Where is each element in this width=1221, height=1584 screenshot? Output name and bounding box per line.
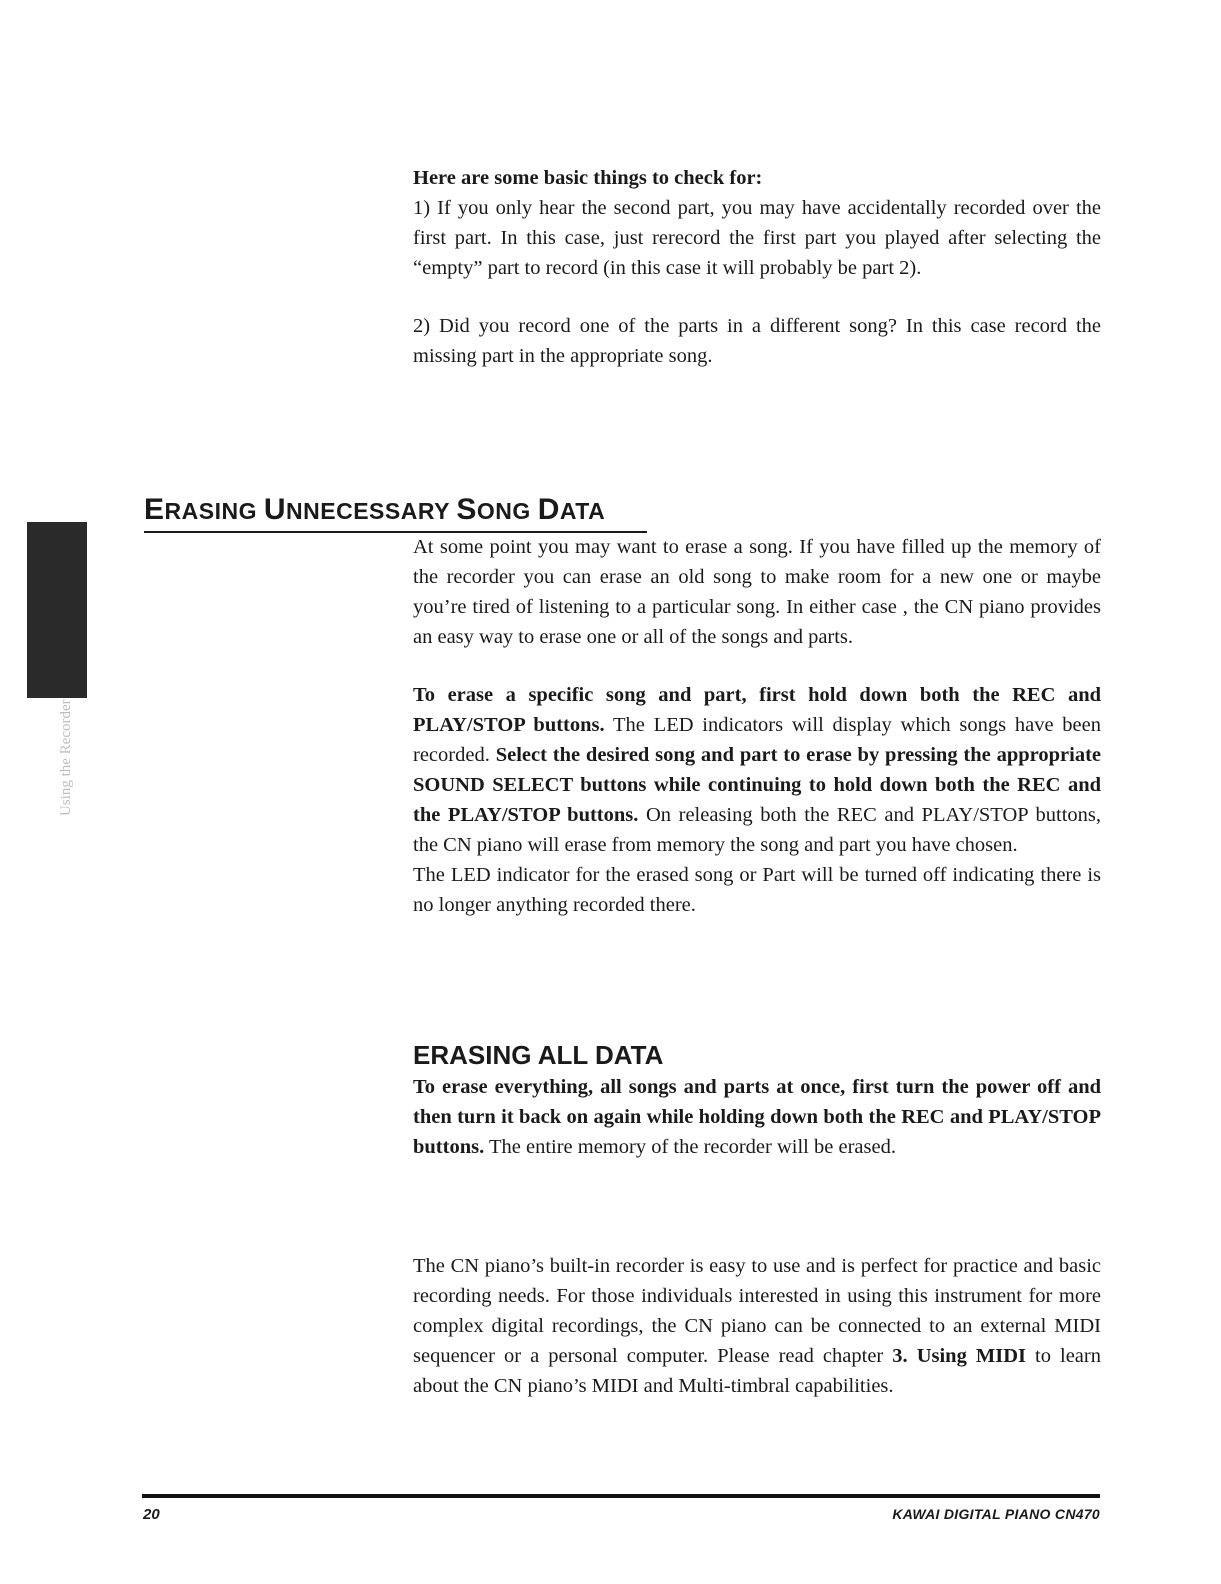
intro-heading: Here are some basic things to check for:: [413, 167, 763, 189]
closing-block: [413, 1251, 1101, 1401]
intro-block: [413, 163, 1101, 371]
erasing-all-block: [413, 1072, 1101, 1162]
check-item-1: 1) If you only hear the second part, you may have accidentally recorded over the first part. In this case, just rerecord the first part you played after selecting the “empty” part to record (in this case it will probably be part 2).: [413, 197, 1101, 279]
chapter-side-tab: [27, 522, 87, 816]
side-tab-label: Using the Recorder: [58, 699, 74, 816]
erasing-all-paragraph: To erase everything, all songs and parts at once, first turn the power off and then turn it back on again while holding down both the REC and PLAY/STOP buttons. The entire memory of the recorder will be erased.: [413, 1076, 1101, 1158]
led-indicator-paragraph: The LED indicator for the erased song or Part will be turned off indicating there is no longer anything recorded there.: [413, 864, 1101, 916]
footer-product-name: KAWAI DIGITAL PIANO CN470: [892, 1506, 1100, 1522]
footer-divider: [142, 1494, 1100, 1498]
erasing-specific-paragraph: To erase a specific song and part, first hold down both the REC and PLAY/STOP buttons. The LED indicators will display which songs have been recorded. Select the desired song and part to erase by pressing the appropriate SOUND SELECT buttons while continuing to hold down both the REC and the PLAY/STOP buttons. On releasing both the REC and PLAY/STOP buttons, the CN piano will erase from memory the song and part you have chosen.: [413, 684, 1102, 856]
erasing-song-block: [413, 532, 1101, 920]
erasing-intro-paragraph: At some point you may want to erase a song. If you have filled up the memory of the recorder you can erase an old song to make room for a new one or maybe you’re tired of listening to a particular song. In either case , the CN piano provides an easy way to erase one or all of the songs and parts.: [413, 536, 1101, 648]
page-number: 20: [143, 1506, 160, 1523]
section-title-erasing-all-data: ERASING ALL DATA: [413, 1040, 664, 1070]
check-item-2: 2) Did you record one of the parts in a different song? In this case record the missing part in the appropriate song.: [413, 315, 1101, 367]
closing-paragraph: The CN piano’s built-in recorder is easy to use and is perfect for practice and basic recording needs. For those individuals interested in using this instrument for more complex digital recordings, the CN piano can be connected to an external MIDI sequencer or a personal computer. Please read chapter 3. Using MIDI to learn about the CN piano’s MIDI and Multi-timbral capabilities.: [413, 1255, 1101, 1397]
section-title-erasing-song-data: ERASING UNNECESSARY SONG DATA: [144, 492, 647, 533]
